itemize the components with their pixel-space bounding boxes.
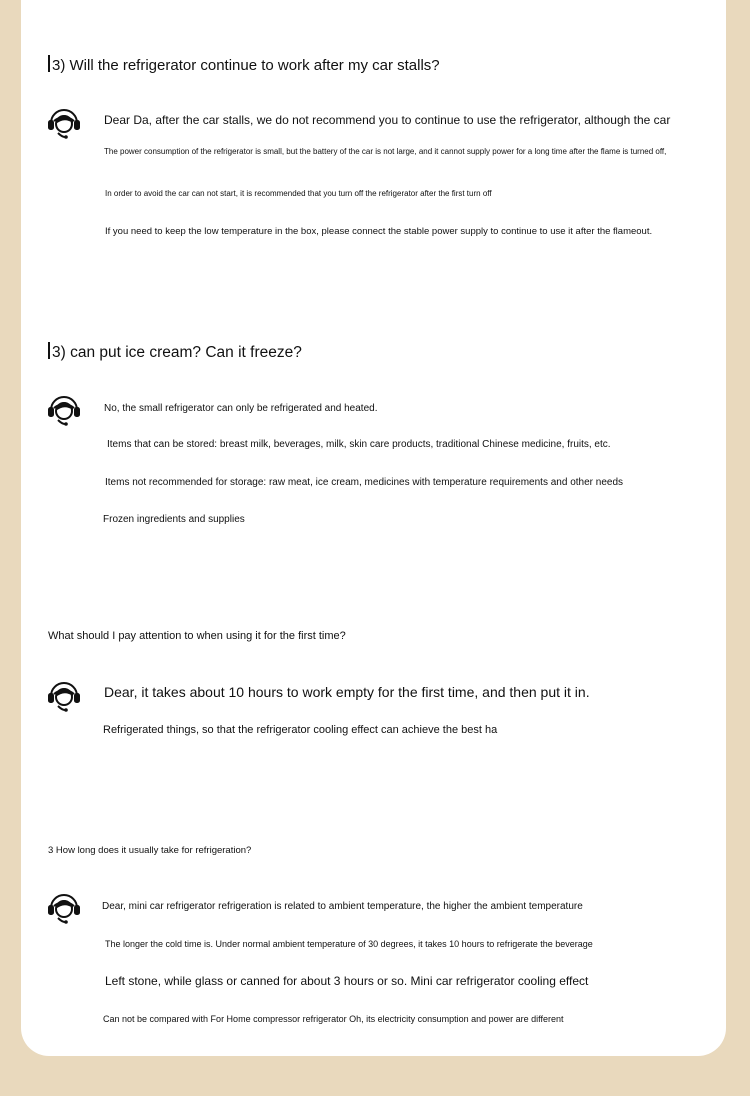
faq-answer-line: Dear Da, after the car stalls, we do not recommend you to continue to use the refrigerator, although the car <box>104 113 671 127</box>
customer-service-avatar-icon <box>46 104 82 140</box>
faq-answer-line: Frozen ingredients and supplies <box>103 514 245 525</box>
question-marker <box>48 55 50 72</box>
faq-answer-line: Refrigerated things, so that the refrigerator cooling effect can achieve the best ha <box>103 724 498 736</box>
customer-service-avatar-icon <box>46 391 82 427</box>
faq-question-4: 3 How long does it usually take for refrigeration? <box>48 845 252 856</box>
question-marker <box>48 342 50 359</box>
customer-service-avatar-icon <box>46 677 82 713</box>
faq-answer-line: Can not be compared with For Home compressor refrigerator Oh, its electricity consumption and power are different <box>103 1014 564 1024</box>
faq-question-1: 3) Will the refrigerator continue to work after my car stalls? <box>48 55 440 74</box>
faq-answer-line: Dear, mini car refrigerator refrigeration is related to ambient temperature, the higher the ambient temperature <box>102 901 583 912</box>
faq-answer-line: The power consumption of the refrigerator is small, but the battery of the car is not large, and it cannot supply power for a long time after the flame is turned off, <box>104 147 667 156</box>
customer-service-avatar-icon <box>46 889 82 925</box>
faq-question-2: 3) can put ice cream? Can it freeze? <box>48 342 302 362</box>
faq-answer-line: No, the small refrigerator can only be refrigerated and heated. <box>104 403 378 414</box>
faq-question-3: What should I pay attention to when using it for the first time? <box>48 630 346 642</box>
faq-answer-line: Items that can be stored: breast milk, beverages, milk, skin care products, traditional Chinese medicine, fruits, etc. <box>107 439 611 450</box>
faq-answer-line: Left stone, while glass or canned for about 3 hours or so. Mini car refrigerator cooling effect <box>105 974 589 988</box>
faq-answer-line: The longer the cold time is. Under normal ambient temperature of 30 degrees, it takes 10 hours to refrigerate the beverage <box>105 939 593 949</box>
faq-answer-line: Items not recommended for storage: raw meat, ice cream, medicines with temperature requirements and other needs <box>105 477 624 488</box>
faq-answer-line: Dear, it takes about 10 hours to work empty for the first time, and then put it in. <box>104 684 590 700</box>
faq-answer-line: If you need to keep the low temperature in the box, please connect the stable power supply to continue to use it after the flameout. <box>105 226 653 237</box>
faq-answer-line: In order to avoid the car can not start, it is recommended that you turn off the refrigerator after the first turn off <box>105 189 492 198</box>
faq-card <box>21 0 726 1056</box>
